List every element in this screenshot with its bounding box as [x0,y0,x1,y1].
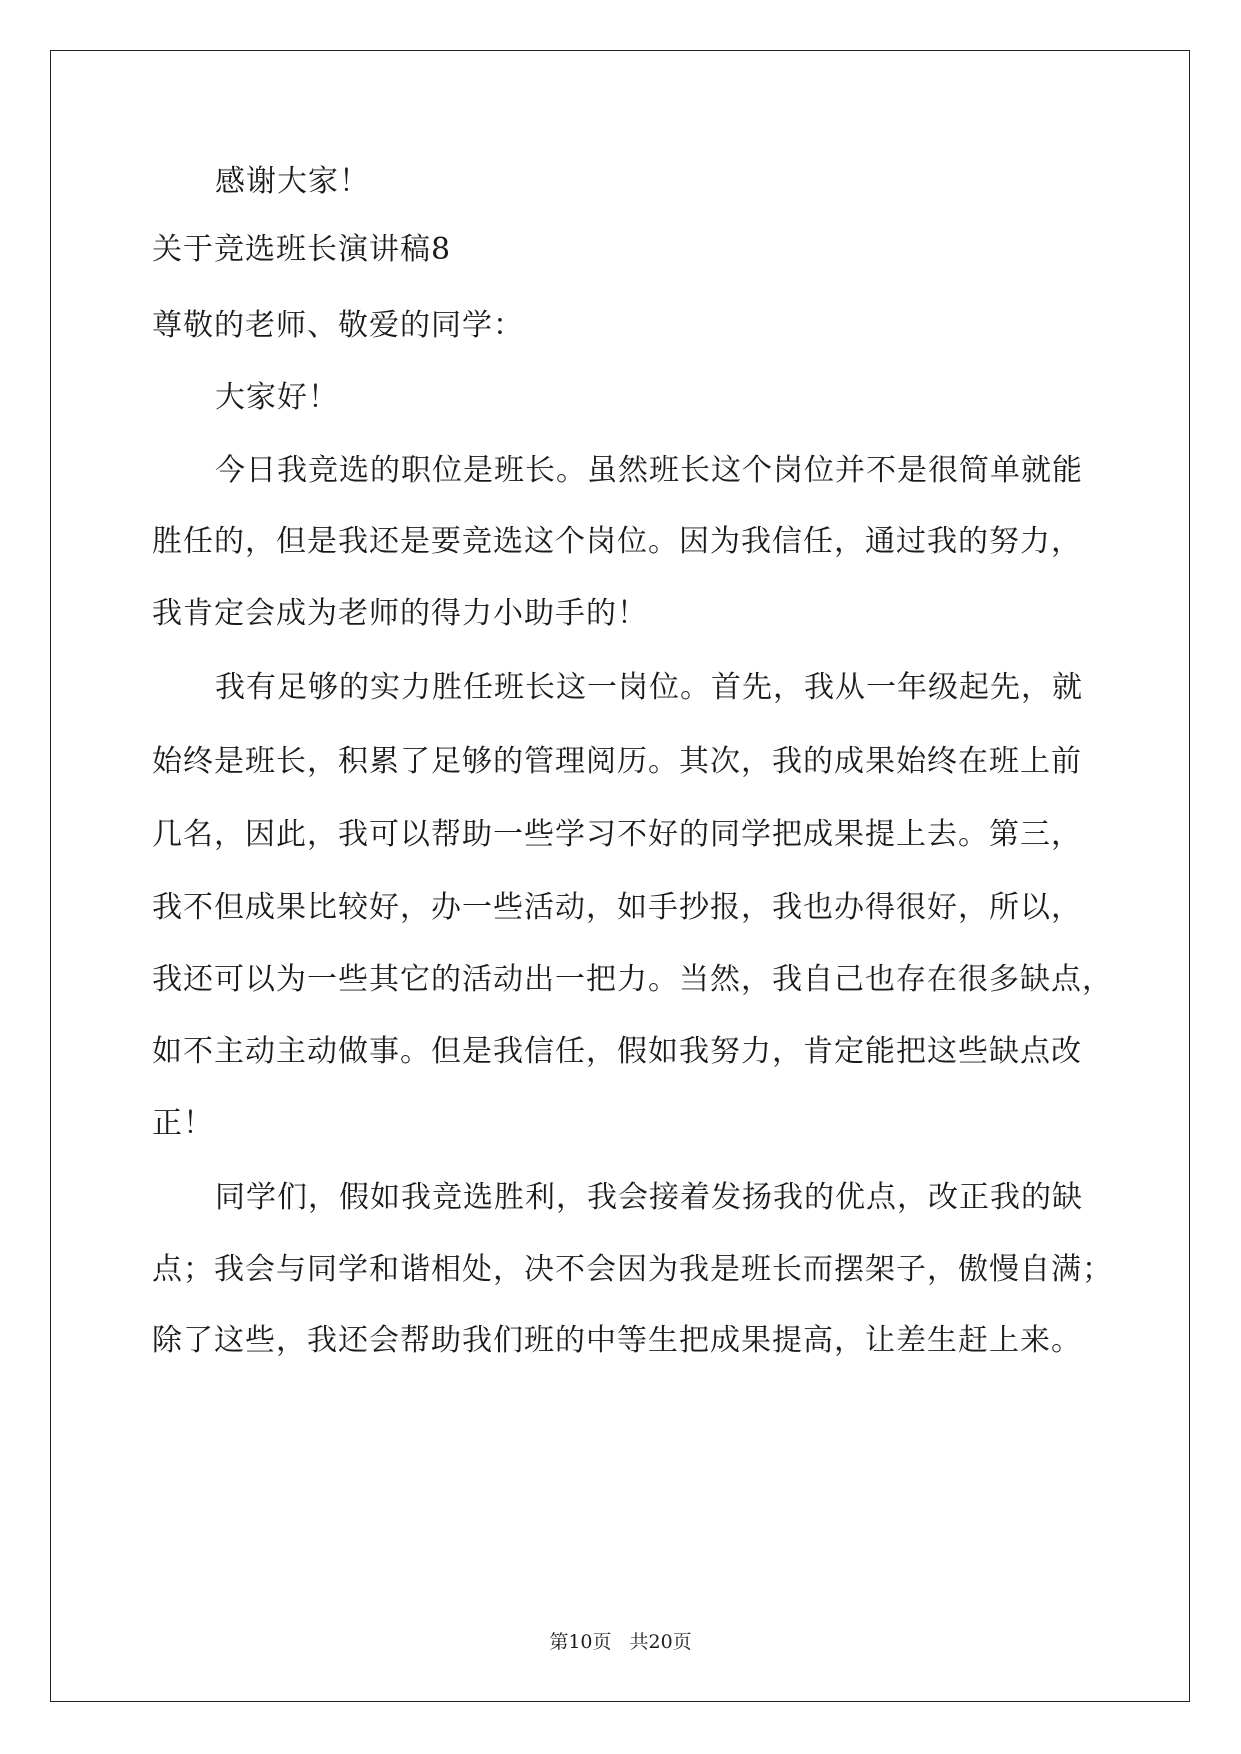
paragraph-line: 胜任的，但是我还是要竞选这个岗位。因为我信任，通过我的努力， [152,524,1082,559]
salutation: 尊敬的老师、敬爱的同学： [152,308,524,343]
paragraph-line: 同学们，假如我竞选胜利，我会接着发扬我的优点，改正我的缺 [215,1180,1083,1215]
paragraph-line: 我还可以为一些其它的活动出一把力。当然，我自己也存在很多缺点， [152,962,1113,997]
section-title: 关于竞选班长演讲稿8 [152,232,452,267]
paragraph-line: 正！ [152,1106,214,1141]
paragraph-line: 我肯定会成为老师的得力小助手的！ [152,596,648,631]
paragraph-line: 始终是班长，积累了足够的管理阅历。其次，我的成果始终在班上前 [152,744,1082,779]
paragraph-line: 如不主动主动做事。但是我信任，假如我努力，肯定能把这些缺点改 [152,1034,1082,1069]
page-total: 共20页 [629,1631,692,1653]
paragraph-line: 点；我会与同学和谐相处，决不会因为我是班长而摆架子，傲慢自满； [152,1252,1113,1287]
paragraph-line: 我不但成果比较好，办一些活动，如手抄报，我也办得很好，所以， [152,890,1082,925]
paragraph-line: 我有足够的实力胜任班长这一岗位。首先，我从一年级起先，就 [215,670,1083,705]
page-footer [0,1630,1241,1654]
greeting: 大家好！ [215,380,339,415]
paragraph-line: 除了这些，我还会帮助我们班的中等生把成果提高，让差生赶上来。 [152,1323,1082,1358]
paragraph-line: 今日我竞选的职位是班长。虽然班长这个岗位并不是很简单就能 [215,453,1083,488]
closing-thanks: 感谢大家！ [215,164,370,199]
page-number: 第10页 [549,1631,612,1653]
paragraph-line: 几名，因此，我可以帮助一些学习不好的同学把成果提上去。第三， [152,817,1082,852]
page-border [50,50,1190,1702]
